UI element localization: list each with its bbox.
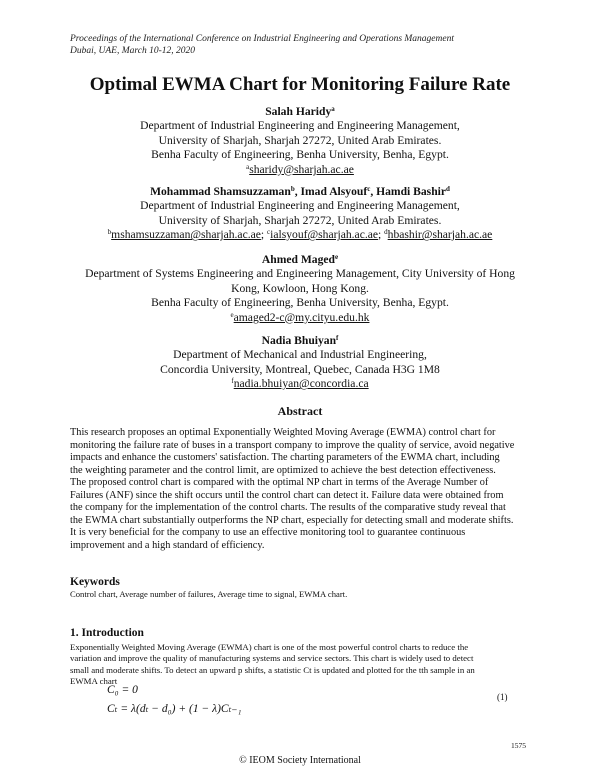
author-block-3 [0,253,600,325]
conference-name: Proceedings of the International Conference on Industrial Engineering and Operations Management [70,34,454,44]
introduction-body [70,642,531,687]
intro-line: variation and improve the quality of manufacturing systems and service sectors. This chart is widely used to detect [70,653,474,664]
affiliation-line: Department of Industrial Engineering and Engineering Management, [140,119,460,133]
conference-header [70,33,454,57]
author-name: Nadia Bhuiyan$^f$ [261,334,339,347]
email-link[interactable]: ialsyouf@sharjah.ac.ae [270,228,379,242]
abstract-heading: Abstract [277,404,323,418]
abstract-line: The proposed control chart is compared with the optimal NP chart in terms of the Average Number of [70,477,489,488]
email-link[interactable]: mshamsuzzaman@sharjah.ac.ae [111,228,261,242]
email-link[interactable]: amaged2-c@my.cityu.edu.hk [233,310,370,324]
author-names: Mohammad Shamsuzzaman$^b$, Imad Alsyouf$^c$, Hamdi Bashir$^d$ [150,185,450,198]
conference-location-date: Dubai, UAE, March 10-12, 2020 [70,46,195,56]
page-number: 1575 [511,741,526,750]
equation-line-1: C₀ = 0 [107,684,138,696]
email-link[interactable]: sharidy@sharjah.ac.ae [249,162,354,176]
author-email[interactable]: $^a$sharidy@sharjah.ac.ae [246,162,354,176]
abstract-line: It is very beneficial for the company to use an effective monitoring tool to guarantee continuous [70,527,466,538]
affiliation-line: University of Sharjah, Sharjah 27272, United Arab Emirates. [158,133,442,147]
keywords-heading: Keywords [70,576,120,588]
author-block-1 [0,105,600,177]
intro-line: EWMA chart [70,675,118,686]
affiliation-line: Benha Faculty of Engineering, Benha University, Benha, Egypt. [151,148,449,162]
abstract-line: the company for the implementation of the control charts. The results of the comparative study reveal that [70,502,506,513]
keywords-text: Control chart, Average number of failures, Average time to signal, EWMA chart. [70,589,348,599]
paper-title: Optimal EWMA Chart for Monitoring Failure Rate [89,74,511,95]
equation-line-2: Cₜ = λ(dₜ − d₀) + (1 − λ)Cₜ₋₁ [107,703,242,715]
affiliation-line: Benha Faculty of Engineering, Benha University, Benha, Egypt. [151,296,449,310]
abstract-line: impacts and enhance the customers' satisfaction. The charting parameters of the EWMA chart, including [70,452,500,463]
abstract-body [70,427,531,552]
affiliation-line: Concordia University, Montreal, Quebec, Canada H3G 1M8 [160,362,440,376]
email-link[interactable]: nadia.bhuiyan@concordia.ca [233,377,369,391]
affiliation-line: Kong, Kowloon, Hong Kong. [231,281,369,295]
section-heading-introduction: 1. Introduction [70,627,144,639]
abstract-line: the weighting parameter and the control limit, are optimized to achieve the best detection effectiveness. [70,464,496,476]
abstract-line: the EWMA chart substantially outperforms the NP chart, especially for detecting small and moderate shifts. [70,514,514,526]
abstract-line: This research proposes an optimal Exponentially Weighted Moving Average (EWMA) control chart for [70,427,496,438]
copyright-footer: © IEOM Society International [239,755,361,766]
author-email[interactable]: $^e$amaged2-c@my.cityu.edu.hk [230,310,370,324]
author-block-2 [0,185,600,243]
author-block-4 [0,334,600,392]
abstract-line: improvement and a high standard of efficiency. [70,539,265,551]
author-name: Salah Haridy$^a$ [265,105,335,118]
affiliation-line: Department of Mechanical and Industrial Engineering, [173,348,427,362]
abstract-line: monitoring the failure rate of buses in a transport company to improve the quality of service, avoid negative [70,439,515,451]
intro-line: Exponentially Weighted Moving Average (EWMA) chart is one of the most powerful control charts to reduce the [70,642,469,652]
author-name: Ahmed Maged$^e$ [261,253,339,266]
equation-number: (1) [497,692,508,702]
abstract-line: Failures (ANF) since the shift occurs until the control chart can detect it. Failure data were obtained from [70,489,504,501]
author-emails: $^b$mshamsuzzaman@sharjah.ac.ae; $^c$ialsyouf@sharjah.ac.ae; $^d$hbashir@sharjah.ac.ae [107,228,493,242]
author-email[interactable]: $^f$nadia.bhuiyan@concordia.ca [231,377,369,391]
affiliation-line: Department of Systems Engineering and Engineering Management, City University of Hong [85,267,515,281]
email-link[interactable]: hbashir@sharjah.ac.ae [387,228,493,242]
intro-line: small and moderate shifts. To detect an upward p shifts, a statistic Ct is updated and plotted for the tth sample in an [70,664,475,675]
affiliation-line: University of Sharjah, Sharjah 27272, United Arab Emirates. [158,213,442,227]
affiliation-line: Department of Industrial Engineering and Engineering Management, [140,199,460,213]
